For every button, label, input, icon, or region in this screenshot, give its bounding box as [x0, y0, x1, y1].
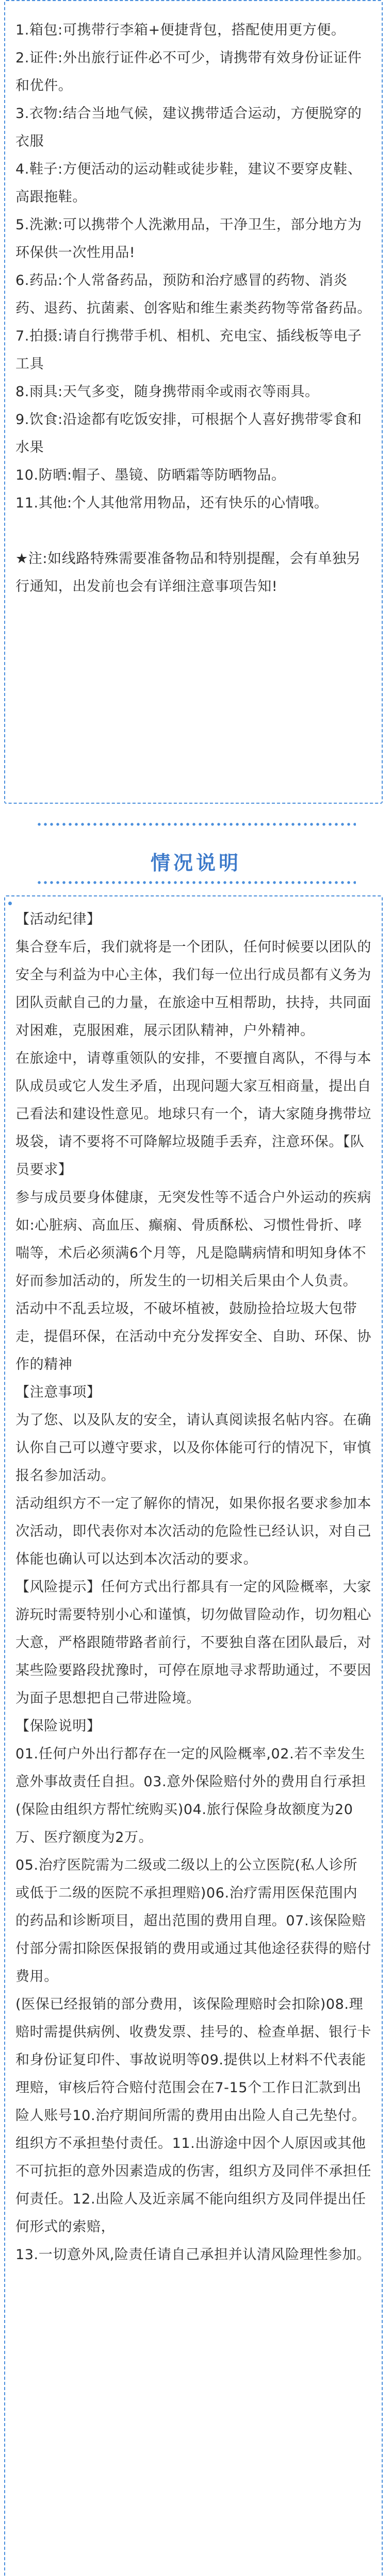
- rules-read-carefully: 为了您、以及队友的安全，请认真阅读报名帖内容。在确认你自己可以遵守要求，以及你体能可行的情况下，审慎报名参加活动。: [15, 1412, 371, 1484]
- packing-item-medicine: 6.药品:个人常备药品，预防和治疗感冒的药物、消炎药、退药、抗菌素、创客贴和维生素类药物等常备药品。: [15, 273, 371, 316]
- packing-item-luggage: 1.箱包:可携带行李箱+便捷背包，搭配使用更方便。: [15, 22, 346, 38]
- packing-list-card: [4, 0, 383, 804]
- insurance-terms-2: 05.治疗医院需为二级或二级以上的公立医院(私人诊所或低于二级的医院不承担理赔)06.治疗需用医保范围内的药品和诊断项目，超出范围的费用自理。07.该保险赔付部分需扣除医保报销的费用或通过其他途径获得的赔付费用。: [15, 1857, 371, 1985]
- packing-item-camera: 7.拍摄:请自行携带手机、相机、充电宝、插线板等电子工具: [15, 328, 362, 372]
- rules-organizer-disclaimer: 活动组织方不一定了解你的情况，如果你报名要求参加本次活动，即代表你对本次活动的危险性已经认识，对自己体能也确认可以达到本次活动的要求。: [15, 1496, 371, 1567]
- insurance-terms-3: (医保已经报销的部分费用，该保险理赔时会扣除)08.理赔时需提供病例、收费发票、挂号的、检查单据、银行卡和身份证复印件、事故说明等09.提供以上材料不代表能理赔，审核后符合赔付范围会在7-15个工作日汇款到出险人账号10.治疗期间所需的费用由出险人自己先垫付。组织方不承担垫付责任。11.出游途中因个人原因或其他不可抗拒的意外因素造成的伤害，组织方及同伴不承担任何责任。12.出险人及近亲属不能向组织方及同伴提出任何形式的索赔，: [15, 1996, 371, 2235]
- rules-team-spirit: 集合登车后，我们就将是一个团队，任何时候要以团队的安全与利益为中心主体，我们每一位出行成员都有义务为团队贡献自己的力量，在旅途中互相帮助，扶持，共同面对困难，克服困难，展示团队精神，户外精神。: [15, 939, 371, 1039]
- packing-item-sun-protection: 10.防晒:帽子、墨镜、防晒霜等防晒物品。: [15, 467, 286, 483]
- rules-card: [4, 895, 383, 2576]
- packing-item-other: 11.其他:个人其他常用物品，还有快乐的心情哦。: [15, 495, 329, 511]
- packing-item-shoes: 4.鞋子:方便活动的运动鞋或徒步鞋，建议不要穿皮鞋、高跟拖鞋。: [15, 161, 362, 205]
- rules-heading-discipline: 【活动纪律】: [15, 911, 101, 927]
- insurance-terms-4: 13.一切意外风,险责任请自己承担并认清风险理性参加。: [15, 2247, 371, 2263]
- packing-item-food: 9.饮食:沿途都有吃饭安排，可根据个人喜好携带零食和水果: [15, 412, 362, 455]
- section-title: 情况说明: [150, 852, 241, 874]
- packing-item-rain-gear: 8.雨具:天气多变，随身携带雨伞或雨衣等雨具。: [15, 384, 319, 400]
- packing-item-documents: 2.证件:外出旅行证件必不可少，请携带有效身份证证件和优件。: [15, 50, 362, 94]
- rules-heading-insurance: 【保险说明】: [15, 1718, 101, 1734]
- corner-dot-icon: [8, 902, 12, 905]
- dotted-divider-top: [36, 821, 356, 827]
- rules-health-requirements: 参与成员要身体健康，无突发性等不适合户外运动的疾病如:心脏病、高血压、癫痫、骨质酥松、习惯性骨折、哮喘等，术后必须满6个月等，凡是隐瞒病情和明知身体不好而参加活动的，所发生的一切相关后果由个人负责。: [15, 1190, 371, 1289]
- spacer: [15, 517, 371, 545]
- rules-risk-warning: 【风险提示】任何方式出行都具有一定的风险概率，大家游玩时需要特别小心和谨慎，切勿做冒险动作，切勿粗心大意，严格跟随带路者前行，不要独自落在团队最后，对某些险要路段扰豫时，可停在原地寻求帮助通过，不要因为面子思想把自己带进险境。: [15, 1579, 371, 1706]
- insurance-terms-1: 01.任何户外出行都存在一定的风险概率,02.若不幸发生意外事故责任自担。03.意外保险赔付外的费用自行承担(保险由组织方帮忙统购买)04.旅行保险身故额度为20万、医疗额度为2万。: [15, 1746, 366, 1845]
- packing-note: ★注:如线路特殊需要准备物品和特别提醒，会有单独另行通知，出发前也会有详细注意事项告知!: [15, 551, 361, 595]
- dotted-divider-bottom: [36, 879, 356, 886]
- packing-item-toiletries: 5.洗漱:可以携带个人洗漱用品，干净卫生，部分地方为环保供一次性用品!: [15, 217, 362, 261]
- rules-respect-leader: 在旅途中，请尊重领队的安排，不要擅自离队，不得与本队成员或它人发生矛盾，出现问题大家互相商量，提出自己看法和建设性意见。地球只有一个，请大家随身携带垃圾袋，请不要将不可降解垃圾随手丢弃，注意环保。【队员要求】: [15, 1050, 371, 1178]
- rules-heading-notes: 【注意事项】: [15, 1384, 101, 1400]
- packing-item-clothing: 3.衣物:结合当地气候，建议携带适合运动，方便脱穿的衣服: [15, 106, 362, 149]
- rules-environment: 活动中不乱丢垃圾，不破坏植被，鼓励捡拾垃圾大包带走，提倡环保，在活动中充分发挥安全、自助、环保、协作的精神: [15, 1301, 371, 1372]
